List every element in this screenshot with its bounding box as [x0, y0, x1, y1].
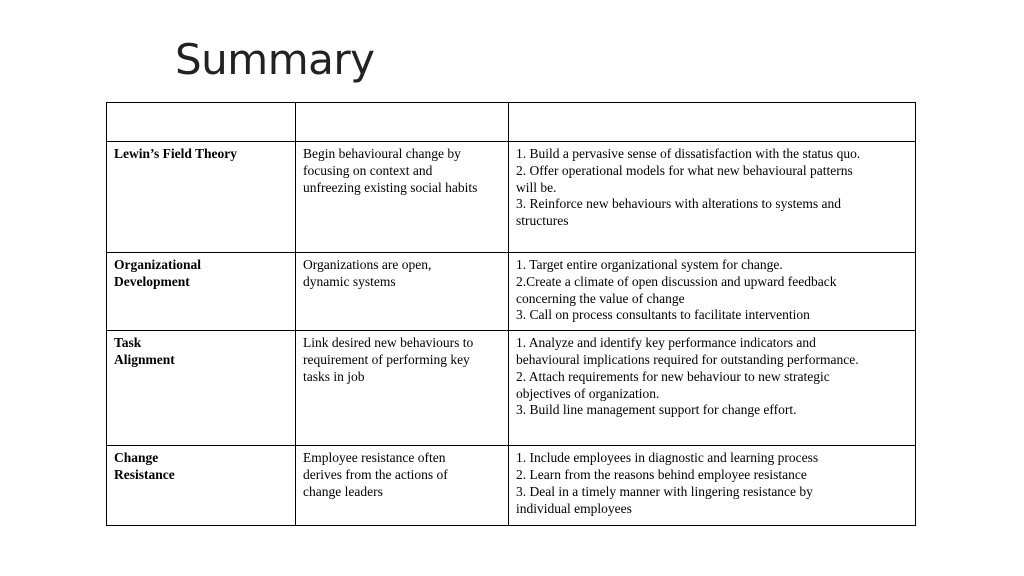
cell-text: requirement of performing key: [303, 351, 470, 367]
cell-text: derives from the actions of: [303, 466, 448, 482]
cell-text: 1. Analyze and identify key performance indicators and: [516, 335, 816, 351]
approach-cell: [107, 142, 296, 253]
cell-text: 2. Learn from the reasons behind employee resistance: [516, 466, 807, 482]
cell-text: dynamic systems: [303, 273, 396, 289]
cell-text: Lewin’s Field Theory: [114, 146, 238, 161]
table-row: [107, 253, 916, 331]
cell-text: structures: [516, 213, 569, 229]
cell-text: Begin behavioural change by: [303, 146, 461, 161]
cell-text: 2. Attach requirements for new behaviour to new strategic: [516, 368, 830, 384]
header-cell: [509, 103, 916, 142]
actions-cell: [509, 446, 916, 526]
principle-cell: [296, 446, 509, 526]
cell-text: 3. Build line management support for change effort.: [516, 402, 797, 418]
cell-text: 3. Call on process consultants to facilitate intervention: [516, 307, 810, 323]
principle-cell: [296, 331, 509, 446]
table-row: [107, 446, 916, 526]
cell-text: 3. Reinforce new behaviours with alterations to systems and: [516, 196, 842, 212]
cell-text: 1. Target entire organizational system for change.: [516, 257, 783, 272]
cell-text: Change: [114, 450, 159, 466]
approach-cell: [107, 331, 296, 446]
summary-table: [106, 102, 916, 526]
cell-text: change leaders: [303, 483, 383, 499]
actions-cell: [509, 142, 916, 253]
actions-cell: [509, 331, 916, 446]
approach-cell: [107, 446, 296, 526]
cell-text: Employee resistance often: [303, 450, 446, 466]
cell-text: 2. Offer operational models for what new behavioural patterns: [516, 162, 853, 178]
slide-title: Summary: [175, 35, 375, 84]
cell-text: concerning the value of change: [516, 290, 685, 306]
cell-text: objectives of organization.: [516, 385, 660, 401]
cell-text: individual employees: [516, 500, 632, 516]
cell-text: behavioural implications required for outstanding performance.: [516, 351, 859, 367]
actions-cell: [509, 253, 916, 331]
cell-text: focusing on context and: [303, 162, 433, 178]
cell-text: will be.: [516, 179, 557, 195]
cell-text: 1. Build a pervasive sense of dissatisfaction with the status quo.: [516, 146, 861, 161]
cell-text: Organizations are open,: [303, 257, 432, 272]
table-header-row: [107, 103, 916, 142]
cell-text: Resistance: [114, 466, 175, 482]
cell-text: tasks in job: [303, 368, 365, 384]
cell-text: Development: [114, 273, 190, 289]
table-row: [107, 142, 916, 253]
header-cell: [107, 103, 296, 142]
approach-cell: [107, 253, 296, 331]
header-cell: [296, 103, 509, 142]
cell-text: 2.Create a climate of open discussion and upward feedback: [516, 273, 837, 289]
cell-text: 3. Deal in a timely manner with lingering resistance by: [516, 483, 813, 499]
principle-cell: [296, 253, 509, 331]
cell-text: Organizational: [114, 257, 201, 272]
cell-text: Link desired new behaviours to: [303, 335, 474, 351]
table-row: [107, 331, 916, 446]
principle-cell: [296, 142, 509, 253]
cell-text: Task: [114, 335, 142, 351]
cell-text: 1. Include employees in diagnostic and learning process: [516, 450, 819, 466]
cell-text: Alignment: [114, 351, 175, 367]
cell-text: unfreezing existing social habits: [303, 179, 478, 195]
